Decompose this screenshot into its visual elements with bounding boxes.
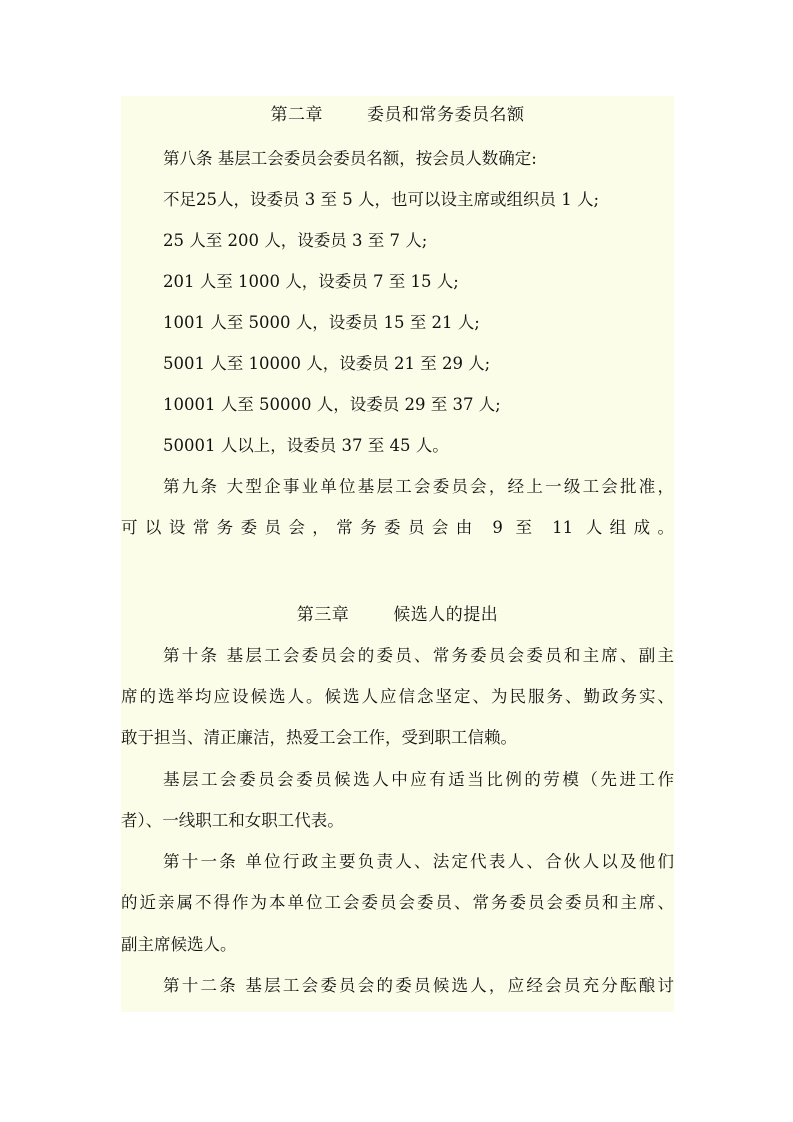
- candidate-ratio-line: 基层工会委员会委员候选人中应有适当比例的劳模（先进工作: [163, 770, 674, 789]
- article-11-line: 副主席候选人。: [121, 935, 237, 954]
- quota-line: 201 人至 1000 人，设委员 7 至 15 人;: [163, 272, 459, 291]
- quota-line: 不足25人，设委员 3 至 5 人，也可以设主席或组织员 1 人;: [163, 190, 600, 209]
- chapter-2-heading: [121, 104, 674, 126]
- article-10-line: 敢于担当、清正廉洁，热爱工会工作，受到职工信赖。: [121, 728, 517, 747]
- chapter-3-title: 候选人的提出: [393, 605, 499, 625]
- candidate-ratio-line: 者）、一线职工和女职工代表。: [121, 811, 344, 830]
- quota-line: 50001 人以上，设委员 37 至 45 人。: [163, 436, 449, 455]
- quota-line: 25 人至 200 人，设委员 3 至 7 人;: [163, 231, 428, 250]
- article-11-line: 的近亲属不得作为本单位工会委员会委员、常务委员会委员和主席、: [121, 893, 674, 912]
- article-10-line: 席的选举均应设候选人。候选人应信念坚定、为民服务、勤政务实、: [121, 687, 674, 706]
- article-9-line: 第九条 大型企事业单位基层工会委员会，经上一级工会批准，: [163, 477, 674, 496]
- chapter-3-number: 第三章: [296, 605, 350, 625]
- article-8-intro: 第八条 基层工会委员会委员名额，按会员人数确定:: [163, 149, 537, 168]
- quota-line: 5001 人至 10000 人，设委员 21 至 29 人;: [163, 354, 491, 373]
- article-12-line: 第十二条 基层工会委员会的委员候选人，应经会员充分酝酿讨: [163, 976, 674, 995]
- chapter-2-title: 委员和常务委员名额: [367, 105, 525, 125]
- document-page: [121, 96, 674, 1012]
- article-9-line: 可以设常务委员会，常务委员会由 9 至 11 人组成。: [121, 518, 674, 537]
- article-11-line: 第十一条 单位行政主要负责人、法定代表人、合伙人以及他们: [163, 852, 674, 871]
- chapter-2-number: 第二章: [270, 105, 323, 125]
- quota-line: 10001 人至 50000 人，设委员 29 至 37 人;: [163, 395, 501, 414]
- chapter-3-heading: [121, 604, 674, 626]
- quota-line: 1001 人至 5000 人，设委员 15 至 21 人;: [163, 313, 480, 332]
- article-10-line: 第十条 基层工会委员会的委员、常务委员会委员和主席、副主: [163, 646, 674, 665]
